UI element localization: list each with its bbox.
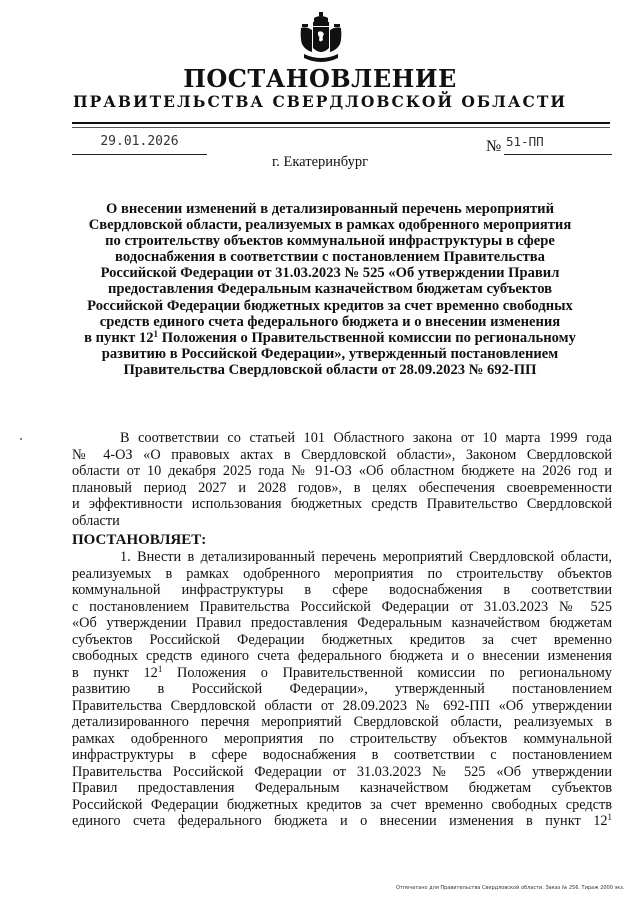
heading-line: Свердловской области, реализуемых в рамках одобренного мероприятия: [88, 217, 572, 234]
heading-line: Правительства Свердловской области от 28.09.2023 № 692-ПП: [123, 361, 537, 378]
text-line: [72, 813, 612, 830]
text-fragment: Положения о Правительственной комиссии по региональному: [162, 664, 612, 681]
document-number: 51-ПП: [504, 134, 612, 155]
heading-line: Российской Федерации от 31.03.2023 № 525 «Об утверждении Правил: [100, 265, 560, 282]
text-line: Правительства Свердловской области от 28.09.2023 № 692-ПП «Об утверждении: [72, 697, 612, 714]
text-line: инфраструктуры в сфере водоснабжения в соответствии с постановлением: [72, 747, 612, 763]
document-date: 29.01.2026: [72, 134, 207, 155]
document-title: ПОСТАНОВЛЕНИЕ: [183, 64, 457, 93]
text-fragment: единого счета федерального бюджета и о внесении изменения в пункт 12: [72, 813, 608, 829]
text-line: развитию в Российской Федерации», утвержденный постановлением: [72, 681, 612, 697]
heading-line: водоснабжения в соответствии с постановлением Правительства: [115, 249, 545, 266]
heading-line: предоставления Федеральным казначейством бюджетам субъектов: [107, 281, 553, 298]
item-1-paragraph: [72, 549, 612, 830]
heading-line: Российской Федерации бюджетных кредитов за счет временно свободных: [87, 297, 573, 314]
heading-line: [80, 330, 580, 346]
text-line: Российской Федерации бюджетных кредитов за счет временно свободных средств: [72, 796, 612, 813]
text-line: «Об утверждении Правил предоставления Федеральным казначейством бюджетам: [72, 615, 612, 631]
text-line: рамках одобренного мероприятия по строительству объектов коммунальной: [72, 730, 612, 747]
text-line: субъектов Российской Федерации бюджетных кредитов за счет временно: [72, 631, 612, 648]
superscript: 1: [607, 812, 612, 822]
text-line: и эффективности использования бюджетных средств Правительство Свердловской: [72, 496, 612, 512]
text-line: коммунальной инфраструктуры в сфере водоснабжения в соответствии: [72, 582, 612, 598]
text-line: реализуемых в рамках одобренного мероприятия по строительству объектов: [72, 565, 612, 582]
text-line: области: [72, 512, 120, 529]
preamble-paragraph: [72, 430, 612, 529]
city: г. Екатеринбург: [271, 154, 369, 170]
resolves-label: ПОСТАНОВЛЯЕТ:: [72, 532, 207, 548]
heading-text: Положения о Правительственной комиссии по региональному: [158, 329, 576, 346]
text-line: Правительства Российской Федерации от 31.03.2023 № 525 «Об утверждении: [72, 763, 612, 780]
scan-artifact: [20, 438, 22, 440]
text-fragment: в пункт 12: [72, 664, 158, 681]
heading-line: О внесении изменений в детализированный перечень мероприятий: [106, 201, 554, 217]
text-line: 1. Внести в детализированный перечень мероприятий Свердловской области,: [120, 549, 612, 565]
text-line: детализированного перечня мероприятий Свердловской области, реализуемых в: [72, 714, 612, 730]
heading-line: по строительству объектов коммунальной инфраструктуры в сфере: [105, 233, 555, 250]
document-heading: [80, 201, 580, 378]
header-divider: [72, 122, 610, 128]
text-line: № 4-ОЗ «О правовых актах в Свердловской области», Законом Свердловской: [72, 446, 612, 463]
text-line: свободных средств единого счета федерального бюджета и о внесении изменения: [72, 648, 612, 664]
number-sign: №: [486, 138, 502, 155]
heading-line: средств единого счета федерального бюджета и о внесении изменения: [99, 313, 561, 330]
superscript: 1: [153, 328, 159, 339]
text-line: плановый период 2027 и 2028 годов», в целях обеспечения своевременности: [72, 479, 612, 496]
text-line: В соответствии со статьей 101 Областного закона от 10 марта 1999 года: [120, 430, 612, 446]
text-line: [72, 665, 612, 682]
heading-line: развитию в Российской Федерации», утвержденный постановлением: [101, 345, 559, 362]
text-line: Правил предоставления Федеральным казначейством бюджетам субъектов: [72, 780, 612, 796]
coat-of-arms-icon: [300, 12, 342, 64]
text-line: с постановлением Правительства Российской Федерации от 31.03.2023 № 525: [72, 598, 612, 615]
print-note: Отпечатано для Правительства Свердловской области. Заказ № 256. Тираж 2000 экз.: [396, 885, 625, 891]
text-line: области от 10 декабря 2025 года № 91-ОЗ «Об областном бюджете на 2026 год и: [72, 463, 612, 479]
issuing-authority: ПРАВИТЕЛЬСТВА СВЕРДЛОВСКОЙ ОБЛАСТИ: [72, 92, 568, 111]
superscript: 1: [157, 663, 163, 674]
heading-text: в пункт 12: [84, 329, 154, 346]
